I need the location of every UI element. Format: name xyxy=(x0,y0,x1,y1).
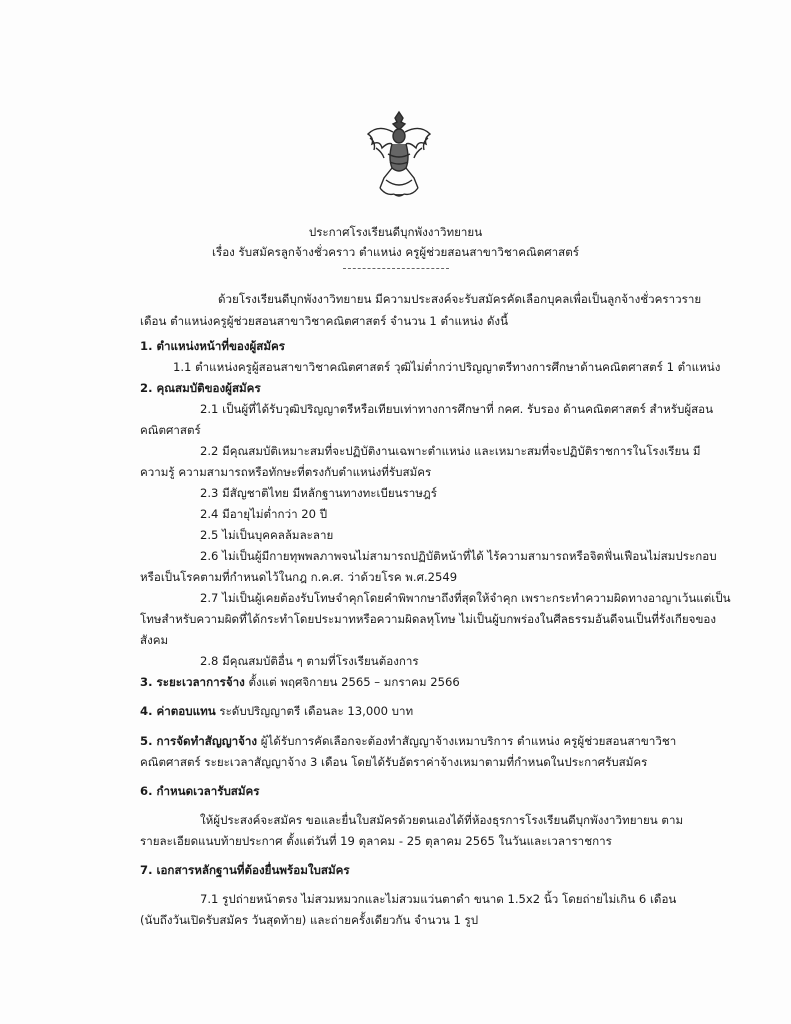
section-4-title: 4. ค่าตอบแทน xyxy=(140,704,216,718)
section-2-item-1b: คณิตศาสตร์ xyxy=(140,423,201,437)
section-5-cont: คณิตศาสตร์ ระยะเวลาสัญญาจ้าง 3 เดือน โดยได้รับอัตราค่าจ้างเหมาตามที่กำหนดในประกาศรับสมัคร xyxy=(140,755,648,769)
section-3 xyxy=(140,674,460,690)
section-1-title: 1. ตำแหน่งหน้าที่ของผู้สมัคร xyxy=(140,339,286,353)
section-6-title: 6. กำหนดเวลารับสมัคร xyxy=(140,784,260,798)
section-2-item-8: 2.8 มีคุณสมบัติอื่น ๆ ตามที่โรงเรียนต้องการ xyxy=(200,654,419,668)
section-2-item-4: 2.4 มีอายุไม่ต่ำกว่า 20 ปี xyxy=(200,507,328,521)
section-3-text: ตั้งแต่ พฤศจิกายน 2565 – มกราคม 2566 xyxy=(244,675,460,689)
section-2-item-7c: สังคม xyxy=(140,633,169,647)
intro-line-1: ด้วยโรงเรียนดีบุกพังงาวิทยายน มีความประสงค์จะรับสมัครคัดเลือกบุคลเพื่อเป็นลูกจ้างชั่วคราวราย xyxy=(218,292,702,306)
section-5 xyxy=(140,733,676,749)
section-6-line-2: รายละเอียดแนบท้ายประกาศ ตั้งแต่วันที่ 19 ตุลาคม - 25 ตุลาคม 2565 ในวันและเวลาราชการ xyxy=(140,834,612,848)
section-5-title: 5. การจัดทำสัญญาจ้าง xyxy=(140,734,258,748)
section-2-title: 2. คุณสมบัติของผู้สมัคร xyxy=(140,381,261,395)
section-2-item-3: 2.3 มีสัญชาติไทย มีหลักฐานทางทะเบียนราษฎร์ xyxy=(200,486,437,500)
section-2-item-2a: 2.2 มีคุณสมบัติเหมาะสมที่จะปฏิบัติงานเฉพาะตำแหน่ง และเหมาะสมที่จะปฏิบัติราชการในโรงเรียน มี xyxy=(200,444,701,458)
section-5-text: ผู้ได้รับการคัดเลือกจะต้องทำสัญญาจ้างเหมาบริการ ตำแหน่ง ครูผู้ช่วยสอนสาขาวิชา xyxy=(257,734,677,748)
announcement-subject: เรื่อง รับสมัครลูกจ้างชั่วคราว ตำแหน่ง ครูผู้ช่วยสอนสาขาวิชาคณิตศาสตร์ xyxy=(212,245,579,259)
intro-line-2: เดือน ตำแหน่งครูผู้ช่วยสอนสาขาวิชาคณิตศาสตร์ จำนวน 1 ตำแหน่ง ดังนี้ xyxy=(140,314,509,328)
section-3-title: 3. ระยะเวลาการจ้าง xyxy=(140,675,245,689)
section-4-text: ระดับปริญญาตรี เดือนละ 13,000 บาท xyxy=(215,704,414,718)
section-2-item-1a: 2.1 เป็นผู้ที่ได้รับวุฒิปริญญาตรีหรือเทียบเท่าทางการศึกษาที่ กคศ. รับรอง ด้านคณิตศาสตร์ สำหรับผู้สอน xyxy=(200,402,714,416)
section-2-item-6b: หรือเป็นโรคตามที่กำหนดไว้ในกฎ ก.ค.ศ. ว่าด้วยโรค พ.ศ.2549 xyxy=(140,570,458,584)
section-1-item: 1.1 ตำแหน่งครูผู้สอนสาขาวิชาคณิตศาสตร์ วุฒิไม่ต่ำกว่าปริญญาตรีทางการศึกษาด้านคณิตศาสตร์ 1 ตำแหน่ง xyxy=(173,360,721,374)
section-7-item-1a: 7.1 รูปถ่ายหน้าตรง ไม่สวมหมวกและไม่สวมแว่นตาดำ ขนาด 1.5x2 นิ้ว โดยถ่ายไม่เกิน 6 เดือน xyxy=(200,892,677,906)
section-4 xyxy=(140,703,413,719)
section-2-item-7a: 2.7 ไม่เป็นผู้เคยต้องรับโทษจำคุกโดยคำพิพากษาถึงที่สุดให้จำคุก เพราะกระทำความผิดทางอาญาเว้นแต่เป็น xyxy=(200,591,731,605)
section-7-title: 7. เอกสารหลักฐานที่ต้องยื่นพร้อมใบสมัคร xyxy=(140,863,350,877)
section-6-line-1: ให้ผู้ประสงค์จะสมัคร ขอและยื่นใบสมัครด้วยตนเองได้ที่ห้องธุรการโรงเรียนดีบุกพังงาวิทยายน ตาม xyxy=(200,813,684,827)
section-2-item-2b: ความรู้ ความสามารถหรือทักษะที่ตรงกับตำแหน่งที่รับสมัคร xyxy=(140,465,432,479)
section-2-item-7b: โทษสำหรับความผิดที่ได้กระทำโดยประมาทหรือความผิดลหุโทษ ไม่เป็นผู้บกพร่องในศีลธรรมอันดีจนเป็นที่รังเกียจของ xyxy=(140,612,717,626)
section-2-item-6a: 2.6 ไม่เป็นผู้มีกายทุพพลภาพจนไม่สามารถปฏิบัติหน้าที่ได้ ไร้ความสามารถหรือจิตฟั่นเฟือนไม่สมประกอบ xyxy=(200,549,717,563)
announcement-title: ประกาศโรงเรียนดีบุกพังงาวิทยายน xyxy=(308,225,483,239)
section-2-item-5: 2.5 ไม่เป็นบุคคลล้มละลาย xyxy=(200,528,334,542)
divider xyxy=(343,268,449,269)
section-7-item-1b: (นับถึงวันเปิดรับสมัคร วันสุดท้าย) และถ่ายครั้งเดียวกัน จำนวน 1 รูป xyxy=(140,913,479,927)
garuda-emblem-icon xyxy=(364,108,434,200)
